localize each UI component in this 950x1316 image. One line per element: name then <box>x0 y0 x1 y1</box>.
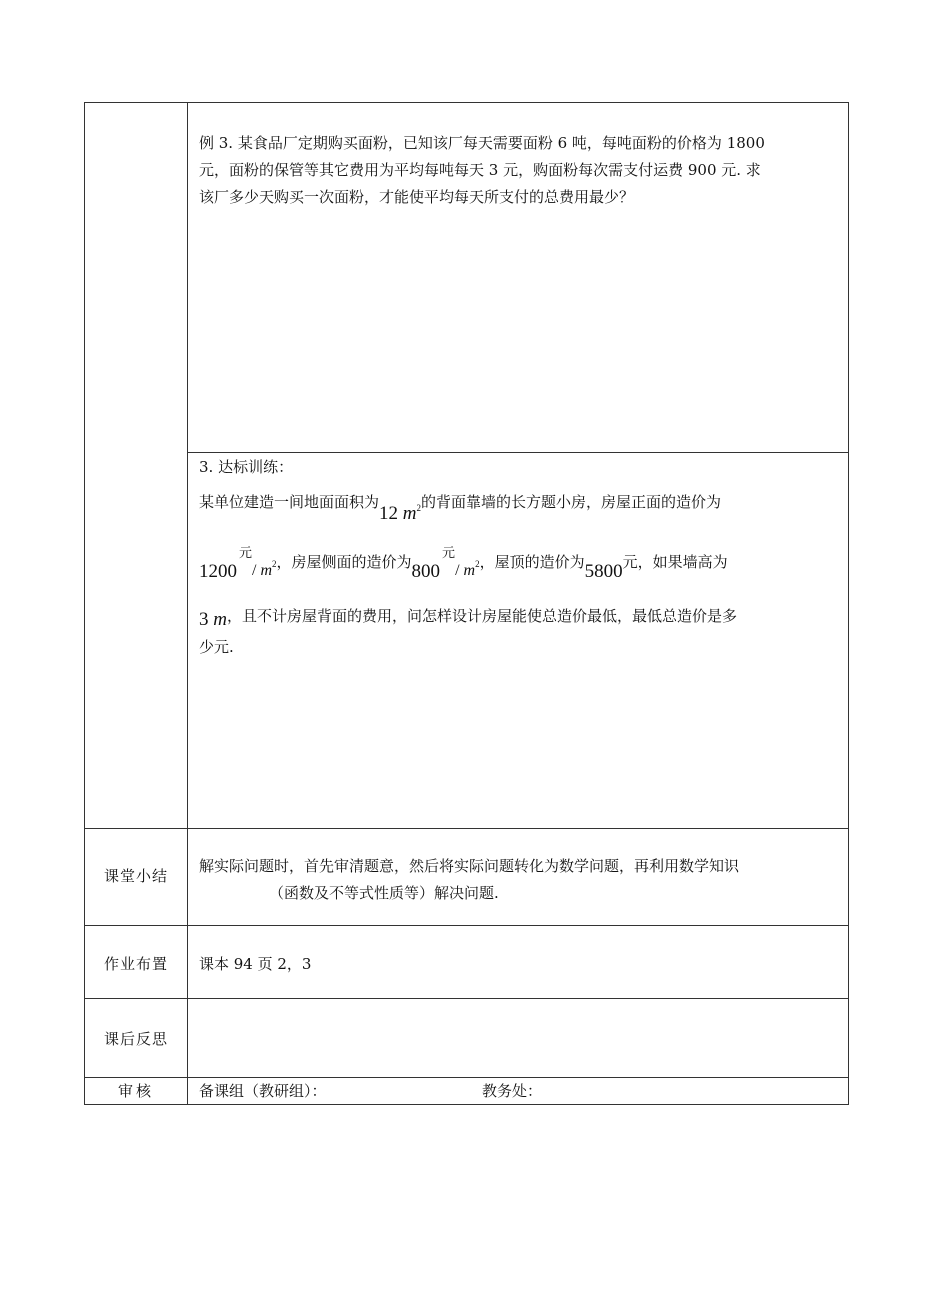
lesson-plan-table <box>84 102 849 1105</box>
review-label: 审核 <box>117 1082 154 1100</box>
unit-per-square-meter: / $m^2$ <box>455 559 480 579</box>
practice-heading: 3. 达标训练： <box>199 458 294 476</box>
practice-text: ，屋顶的造价为 <box>479 553 585 571</box>
front-price: 1200 <box>199 561 237 582</box>
row-divider-reflection <box>85 1077 848 1078</box>
unit-yuan: 元 <box>239 546 253 561</box>
row-divider-example <box>187 452 848 453</box>
column-divider <box>187 103 188 1104</box>
area-value: 12 $m^2$ <box>379 503 421 524</box>
homework-label: 作业布置 <box>103 955 168 973</box>
example-3-line: 该厂多少天购买一次面粉，才能使平均每天所支付的总费用最少？ <box>199 188 635 206</box>
practice-text: 元，如果墙高为 <box>622 553 728 571</box>
review-office: 教务处： <box>482 1082 543 1100</box>
review-group: 备课组（教研组）： <box>199 1082 327 1100</box>
practice-line-3 <box>199 599 844 633</box>
practice-line-2 <box>199 539 844 581</box>
unit-per-square-meter: / $m^2$ <box>252 559 277 579</box>
roof-price: 5800 <box>584 561 623 582</box>
homework-text: 课本 94 页 2，3 <box>199 955 312 973</box>
summary-text <box>199 853 739 907</box>
summary-line: （函数及不等式性质等）解决问题. <box>269 884 499 902</box>
practice-text: 的背面靠墙的长方题小房，房屋正面的造价为 <box>421 493 722 511</box>
practice-text: ，房屋侧面的造价为 <box>276 553 412 571</box>
example-3-line: 元，面粉的保管等其它费用为平均每吨每天 3 元，购面粉每次需支付运费 900 元. 求 <box>199 161 761 179</box>
row-divider-homework <box>85 998 848 999</box>
wall-height: 3 m <box>199 609 227 630</box>
summary-line: 解实际问题时，首先审清题意，然后将实际问题转化为数学问题，再利用数学知识 <box>199 857 740 875</box>
example-3-line: 例 3. 某食品厂定期购买面粉，已知该厂每天需要面粉 6 吨，每吨面粉的价格为 1800 <box>199 134 765 152</box>
summary-label: 课堂小结 <box>103 867 168 885</box>
practice-text: 某单位建造一间地面面积为 <box>199 493 380 511</box>
reflection-label: 课后反思 <box>103 1030 168 1048</box>
practice-problem <box>199 479 844 661</box>
practice-text: ，且不计房屋背面的费用，问怎样设计房屋能使总造价最低，最低总造价是多 <box>226 607 737 625</box>
side-price: 800 <box>411 561 441 582</box>
practice-line-4: 少元. <box>199 638 234 656</box>
unit-yuan: 元 <box>442 546 456 561</box>
example-3-problem <box>199 130 765 211</box>
row-divider-summary <box>85 925 848 926</box>
practice-line-1 <box>199 479 844 524</box>
row-divider-practice <box>85 828 848 829</box>
